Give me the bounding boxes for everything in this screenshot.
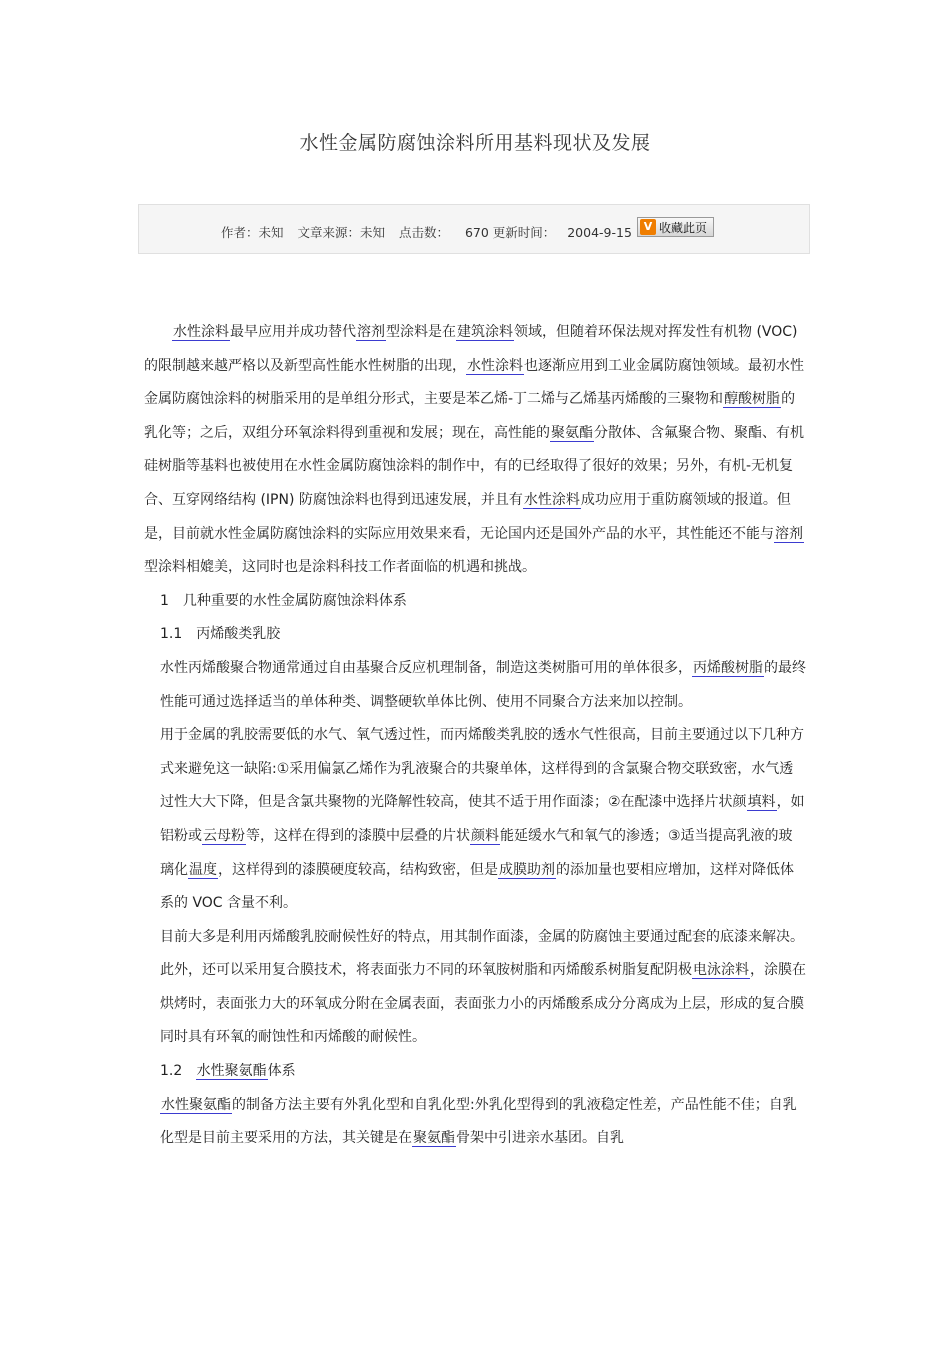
section-heading-1-1: 1.1 丙烯酸类乳胶 bbox=[160, 626, 281, 643]
keyword-link[interactable]: 水性涂料 bbox=[467, 357, 523, 374]
bookmark-page-button[interactable] bbox=[637, 217, 714, 237]
keyword-link[interactable]: 云母粉 bbox=[203, 827, 245, 844]
keyword-link[interactable]: 填料 bbox=[747, 794, 776, 811]
keyword-link[interactable]: 聚氨酯 bbox=[413, 1130, 455, 1147]
updated-label: 更新时间： bbox=[492, 225, 556, 240]
paragraph-polyurethane: 水性聚氨酯的制备方法主要有外乳化型和自乳化型:外乳化型得到的乳液稳定性差，产品性能不佳；自乳化型是目前主要采用的方法，其关键是在聚氨酯骨架中引进亲水基团。自乳 bbox=[160, 1096, 797, 1147]
hits-value: 670 bbox=[464, 225, 489, 240]
bookmark-icon: V bbox=[640, 219, 656, 235]
keyword-link[interactable]: 建筑涂料 bbox=[457, 324, 513, 340]
updated-value: 2004-9-15 bbox=[567, 225, 632, 240]
bookmark-label: 收藏此页 bbox=[659, 221, 708, 235]
article-meta-bar bbox=[138, 204, 810, 254]
keyword-link[interactable]: 溶剂 bbox=[775, 525, 803, 542]
paragraph-acrylic-prep: 水性丙烯酸聚合物通常通过自由基聚合反应机理制备，制造这类树脂可用的单体很多，丙烯酸树脂的最终性能可通过选择适当的单体种类、调整硬软单体比例、使用不同聚合方法来加以控制。 bbox=[160, 659, 806, 710]
keyword-link[interactable]: 颜料 bbox=[471, 827, 499, 844]
article-body bbox=[144, 316, 806, 1156]
keyword-link[interactable]: 水性涂料 bbox=[173, 324, 229, 340]
keyword-link[interactable]: 电泳涂料 bbox=[693, 962, 749, 979]
keyword-link[interactable]: 成膜助剂 bbox=[499, 861, 555, 878]
keyword-link[interactable]: 水性涂料 bbox=[523, 491, 580, 508]
author-info: 作者：未知 bbox=[221, 225, 284, 240]
paragraph-intro: 水性涂料最早应用并成功替代溶剂型涂料是在建筑涂料领域，但随着环保法规对挥发性有机物 (VOC) 的限制越来越严格以及新型高性能水性树脂的出现，水性涂料也逐渐应用到工业金属防腐蚀领域。最初水性金属防腐蚀涂料的树脂采用的是单组分形式，主要是苯乙烯-丁二烯与乙烯基丙烯酸的三聚物和醇酸树脂的乳化等；之后，双组分环氧涂料得到重视和发展；现在，高性能的聚氨酯分散体、含氟聚合物、聚酯、有机硅树脂等基料也被使用在水性金属防腐蚀涂料的制作中，有的已经取得了很好的效果；另外，有机-无机复合、互穿网络结构 (IPN) 防腐蚀涂料也得到迅速发展，并且有水性涂料成功应用于重防腐领域的报道。但是，目前就水性金属防腐蚀涂料的实际应用效果来看，无论国内还是国外产品的水平，其性能还不能与溶剂型涂料相媲美，这同时也是涂料科技工作者面临的机遇和挑战。 bbox=[144, 324, 804, 576]
keyword-link[interactable]: 温度 bbox=[189, 861, 217, 878]
keyword-link[interactable]: 丙烯酸树脂 bbox=[693, 659, 763, 676]
keyword-link[interactable]: 水性聚氨酯 bbox=[161, 1096, 231, 1113]
section-heading-1: 1 几种重要的水性金属防腐蚀涂料体系 bbox=[160, 592, 407, 609]
paragraph-acrylic-topcoat: 目前大多是利用丙烯酸乳胶耐候性好的特点，用其制作面漆，金属的防腐蚀主要通过配套的底漆来解决。此外，还可以采用复合膜技术，将表面张力不同的环氧胺树脂和丙烯酸系树脂复配阴极电泳涂料，涂膜在烘烤时，表面张力大的环氧成分附在金属表面，表面张力小的丙烯酸系成分分离成为上层，形成的复合膜同时具有环氧的耐蚀性和丙烯酸的耐候性。 bbox=[160, 928, 806, 1046]
keyword-link[interactable]: 水性聚氨酯 bbox=[196, 1063, 267, 1080]
source-info: 文章来源：未知 bbox=[297, 225, 386, 240]
keyword-link[interactable]: 溶剂 bbox=[357, 324, 385, 340]
paragraph-acrylic-permeability: 用于金属的乳胶需要低的水气、氧气透过性，而丙烯酸类乳胶的透水气性很高，目前主要通过以下几种方式来避免这一缺陷:①采用偏氯乙烯作为乳液聚合的共聚单体，这样得到的含氯聚合物交联致密，水气透过性大大下降，但是含氯共聚物的光降解性较高，使其不适于用作面漆；②在配漆中选择片状颜填料，如铝粉或云母粉等，这样在得到的漆膜中层叠的片状颜料能延缓水气和氧气的渗透；③适当提高乳液的玻璃化温度，这样得到的漆膜硬度较高，结构致密，但是成膜助剂的添加量也要相应增加，这样对降低体系的 VOC 含量不利。 bbox=[160, 727, 805, 912]
keyword-link[interactable]: 聚氨酯 bbox=[551, 424, 593, 441]
keyword-link[interactable]: 醇酸树脂 bbox=[724, 391, 781, 408]
section-heading-1-2: 1.2 水性聚氨酯体系 bbox=[160, 1063, 296, 1080]
hits-label: 点击数： bbox=[399, 225, 450, 240]
article-title: 水性金属防腐蚀涂料所用基料现状及发展 bbox=[299, 132, 651, 154]
meta-line bbox=[221, 223, 632, 241]
